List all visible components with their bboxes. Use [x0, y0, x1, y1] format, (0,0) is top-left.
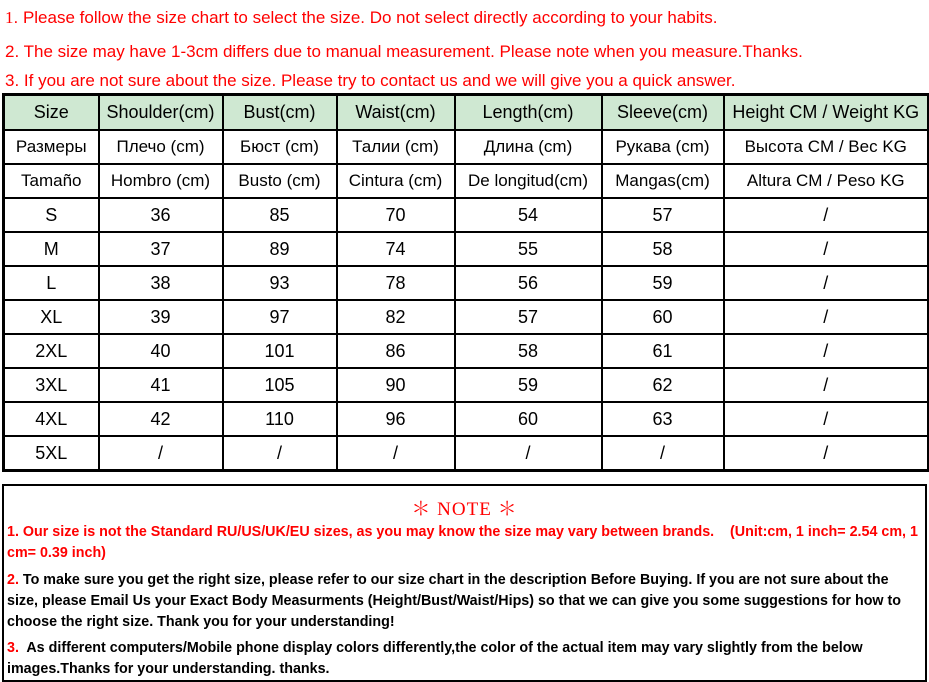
note-title: ＊ NOTE ＊: [411, 499, 518, 520]
header-cell: Sleeve(cm): [602, 95, 724, 131]
table-cell: /: [223, 436, 337, 471]
table-cell: 3XL: [4, 368, 99, 402]
note-paragraph-3: [7, 638, 919, 680]
table-row: [4, 402, 929, 436]
table-cell: 85: [223, 198, 337, 232]
table-cell: 59: [602, 266, 724, 300]
table-cell: /: [724, 198, 929, 232]
table-cell: 89: [223, 232, 337, 266]
table-cell: XL: [4, 300, 99, 334]
spanish-label-row: [4, 164, 929, 198]
table-cell: 63: [602, 402, 724, 436]
table-cell: 57: [455, 300, 602, 334]
table-cell: /: [724, 232, 929, 266]
top-note-2-number: 2: [5, 42, 15, 61]
table-row: [4, 232, 929, 266]
table-cell: 37: [99, 232, 223, 266]
table-row: [4, 198, 929, 232]
table-cell: /: [337, 436, 455, 471]
table-cell: /: [455, 436, 602, 471]
table-cell: 38: [99, 266, 223, 300]
table-cell: /: [724, 266, 929, 300]
label-cell: Mangas(cm): [602, 164, 724, 198]
table-cell: 78: [337, 266, 455, 300]
top-note-1: [5, 8, 717, 28]
table-cell: 110: [223, 402, 337, 436]
table-cell: /: [724, 402, 929, 436]
table-cell: /: [724, 334, 929, 368]
table-cell: 56: [455, 266, 602, 300]
table-row: [4, 266, 929, 300]
note-3-number: 3.: [7, 640, 19, 656]
table-cell: 70: [337, 198, 455, 232]
table-cell: M: [4, 232, 99, 266]
table-cell: /: [602, 436, 724, 471]
label-cell: Высота CM / Вес KG: [724, 130, 929, 164]
table-cell: 39: [99, 300, 223, 334]
table-cell: 36: [99, 198, 223, 232]
note-2-text: To make sure you get the right size, please refer to our size chart in the description Before Buying. If you are not sure about the size, please Email Us your Exact Body Measurments (Height/Bust/Waist/Hips) so that we can give you some suggestions for how to choose the right size. Thank you for your understanding!: [7, 572, 902, 630]
label-cell: Altura CM / Peso KG: [724, 164, 929, 198]
table-cell: 59: [455, 368, 602, 402]
label-cell: Cintura (cm): [337, 164, 455, 198]
top-notes: [0, 0, 929, 95]
label-cell: Длина (cm): [455, 130, 602, 164]
table-cell: 90: [337, 368, 455, 402]
table-cell: 58: [602, 232, 724, 266]
note-3-text: As different computers/Mobile phone display colors differently,the color of the actual item may vary slightly from the below images.Thanks for your understanding. thanks.: [7, 640, 863, 677]
table-cell: 97: [223, 300, 337, 334]
russian-label-row: [4, 130, 929, 164]
header-cell: Length(cm): [455, 95, 602, 131]
table-cell: 74: [337, 232, 455, 266]
table-cell: 58: [455, 334, 602, 368]
table-cell: 96: [337, 402, 455, 436]
table-cell: 42: [99, 402, 223, 436]
label-cell: Талии (cm): [337, 130, 455, 164]
table-cell: 57: [602, 198, 724, 232]
note-2-number: 2.: [7, 572, 19, 588]
note-box: [2, 484, 927, 682]
note-1-text: 1. Our size is not the Standard RU/US/UK/EU sizes, as you may know the size may vary between brands.: [7, 524, 715, 540]
label-cell: Tamaño: [4, 164, 99, 198]
table-cell: 55: [455, 232, 602, 266]
note-1-unit: (Unit:cm, 1 inch= 2.54 cm, 1 cm= 0.39 inch): [7, 524, 918, 561]
header-cell: Waist(cm): [337, 95, 455, 131]
table-cell: 93: [223, 266, 337, 300]
table-cell: /: [724, 436, 929, 471]
header-cell: Shoulder(cm): [99, 95, 223, 131]
header-row: [4, 95, 929, 131]
table-cell: 4XL: [4, 402, 99, 436]
table-cell: 54: [455, 198, 602, 232]
note-paragraph-2: [7, 570, 919, 633]
header-cell: Height CM / Weight KG: [724, 95, 929, 131]
table-cell: 101: [223, 334, 337, 368]
table-cell: 2XL: [4, 334, 99, 368]
top-note-1-text: . Please follow the size chart to select the size. Do not select directly according to your habits.: [13, 8, 718, 27]
label-cell: Плечо (cm): [99, 130, 223, 164]
header-cell: Bust(cm): [223, 95, 337, 131]
table-cell: 5XL: [4, 436, 99, 471]
table-cell: /: [724, 300, 929, 334]
table-cell: /: [99, 436, 223, 471]
size-chart: [2, 93, 927, 472]
table-cell: 60: [602, 300, 724, 334]
table-cell: 41: [99, 368, 223, 402]
table-cell: 86: [337, 334, 455, 368]
label-cell: De longitud(cm): [455, 164, 602, 198]
table-cell: 62: [602, 368, 724, 402]
label-cell: Бюст (cm): [223, 130, 337, 164]
table-cell: 61: [602, 334, 724, 368]
top-note-3-number: 3: [5, 71, 15, 90]
top-note-3-text: . If you are not sure about the size. Please try to contact us and we will give you a quick answer.: [14, 71, 736, 90]
top-note-2: [5, 42, 803, 62]
table-cell: /: [724, 368, 929, 402]
label-cell: Busto (cm): [223, 164, 337, 198]
top-note-2-text: . The size may have 1-3cm differs due to manual measurement. Please note when you measure.Thanks.: [14, 42, 803, 61]
top-note-3: [5, 71, 735, 91]
table-cell: L: [4, 266, 99, 300]
table-cell: S: [4, 198, 99, 232]
top-note-1-number: 1: [5, 8, 14, 27]
label-cell: Hombro (cm): [99, 164, 223, 198]
table-cell: 82: [337, 300, 455, 334]
label-cell: Рукава (cm): [602, 130, 724, 164]
label-cell: Размеры: [4, 130, 99, 164]
table-row: [4, 300, 929, 334]
table-row: [4, 334, 929, 368]
table-cell: 40: [99, 334, 223, 368]
table-cell: 105: [223, 368, 337, 402]
header-cell: Size: [4, 95, 99, 131]
note-paragraph-1: [7, 522, 919, 564]
table-row: [4, 368, 929, 402]
size-table: [2, 93, 929, 472]
table-row: [4, 436, 929, 471]
table-cell: 60: [455, 402, 602, 436]
